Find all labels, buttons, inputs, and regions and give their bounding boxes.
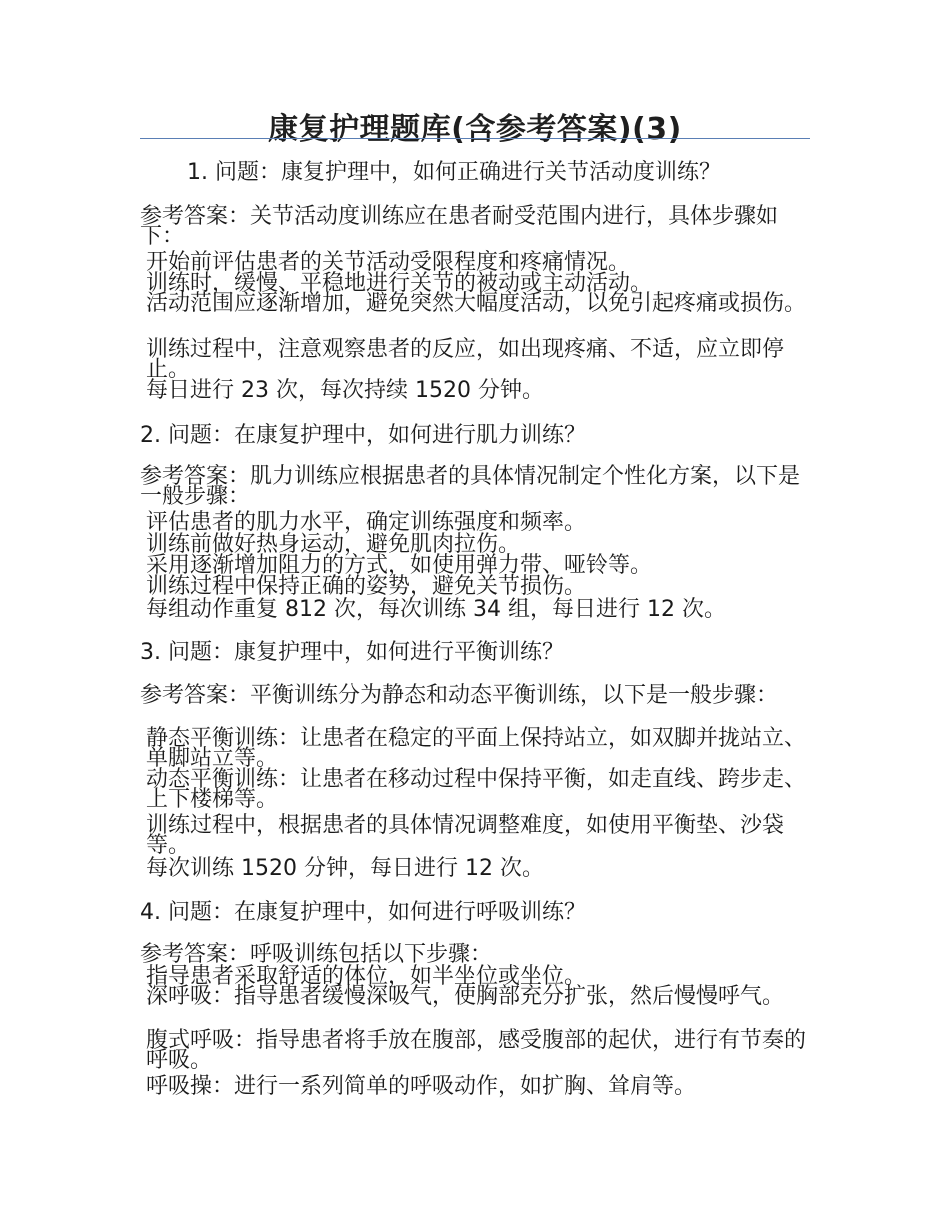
step-1-1: 开始前评估患者的关节活动受限程度和疼痛情况。: [146, 250, 631, 275]
step-4-4: 呼吸操：进行一系列简单的呼吸动作，如扩胸、耸肩等。: [146, 1074, 697, 1099]
answer-1: 参考答案：关节活动度训练应在患者耐受范围内进行，具体步骤如下：: [140, 204, 779, 249]
question-4: 4. 问题：在康复护理中，如何进行呼吸训练？: [140, 900, 586, 925]
answer-4: 参考答案：呼吸训练包括以下步骤：: [140, 942, 493, 967]
step-1-4: 训练过程中，注意观察患者的反应，如出现疼痛、不适，应立即停止。: [146, 337, 785, 382]
title-underline: [140, 138, 810, 139]
step-2-1: 评估患者的肌力水平，确定训练强度和频率。: [146, 510, 587, 535]
step-3-4: 每次训练 1520 分钟，每日进行 12 次。: [146, 856, 544, 881]
step-2-2: 训练前做好热身运动，避免肌肉拉伤。: [146, 532, 521, 557]
step-4-1: 指导患者采取舒适的体位，如半坐位或坐位。: [146, 964, 587, 989]
question-1: 1. 问题：康复护理中，如何正确进行关节活动度训练？: [187, 160, 721, 185]
question-2: 2. 问题：在康复护理中，如何进行肌力训练？: [140, 423, 586, 448]
step-3-2: 动态平衡训练：让患者在移动过程中保持平衡，如走直线、跨步走、上下楼梯等。: [146, 767, 807, 812]
step-4-2: 深呼吸：指导患者缓慢深吸气，使胸部充分扩张，然后慢慢呼气。: [146, 984, 785, 1009]
step-2-3: 采用逐渐增加阻力的方式，如使用弹力带、哑铃等。: [146, 553, 653, 578]
step-4-3: 腹式呼吸：指导患者将手放在腹部，感受腹部的起伏，进行有节奏的呼吸。: [146, 1028, 807, 1073]
step-1-3: 活动范围应逐渐增加，避免突然大幅度活动，以免引起疼痛或损伤。: [146, 291, 807, 316]
answer-3: 参考答案：平衡训练分为静态和动态平衡训练，以下是一般步骤：: [140, 683, 779, 708]
step-1-2: 训练时，缓慢、平稳地进行关节的被动或主动活动。: [146, 271, 653, 296]
step-2-4: 训练过程中保持正确的姿势，避免关节损伤。: [146, 574, 587, 599]
step-3-1: 静态平衡训练：让患者在稳定的平面上保持站立，如双脚并拢站立、单脚站立等。: [146, 726, 807, 771]
answer-2: 参考答案：肌力训练应根据患者的具体情况制定个性化方案，以下是一般步骤：: [140, 464, 801, 509]
question-3: 3. 问题：康复护理中，如何进行平衡训练？: [140, 640, 564, 665]
document-title: 康复护理题库(含参考答案)(3): [268, 112, 682, 147]
step-2-5: 每组动作重复 812 次，每次训练 34 组，每日进行 12 次。: [146, 597, 726, 622]
step-1-5: 每日进行 23 次，每次持续 1520 分钟。: [146, 378, 544, 403]
step-3-3: 训练过程中，根据患者的具体情况调整难度，如使用平衡垫、沙袋等。: [146, 813, 785, 858]
